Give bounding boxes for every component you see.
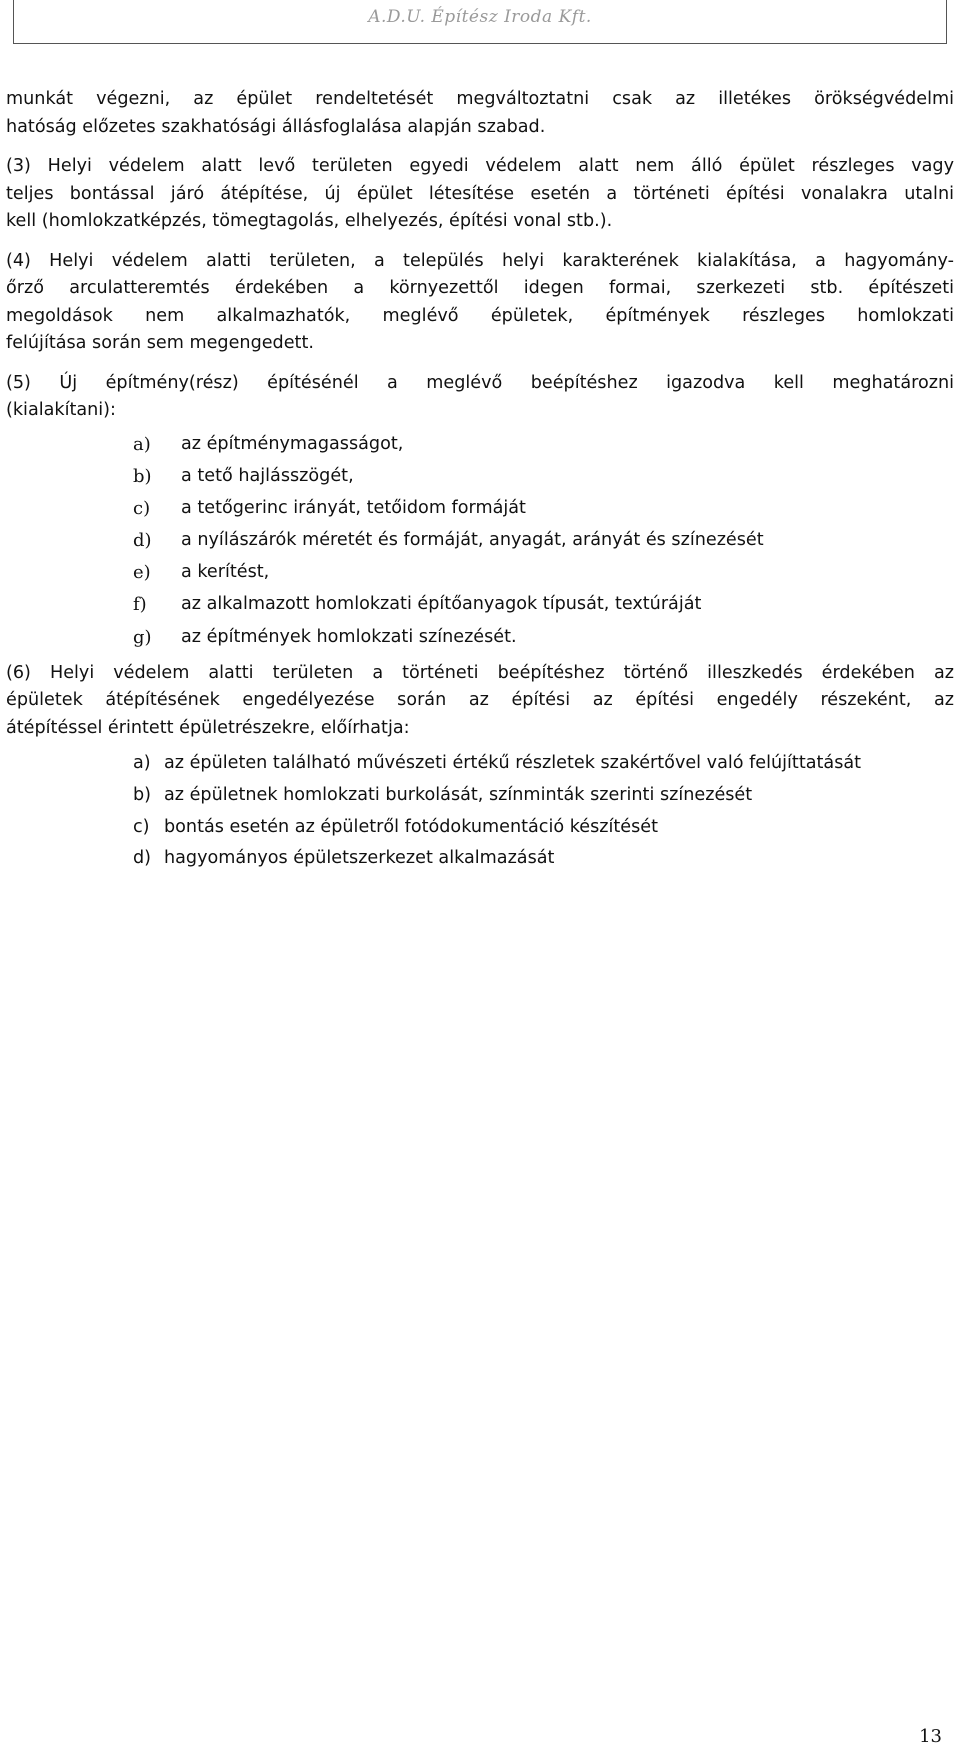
text-line: őrző arculatteremtés érdekében a környezettől idegen formai, szerkezeti stb. építészeti [6, 278, 954, 298]
document-body [6, 86, 954, 877]
list-marker: a) [133, 753, 151, 774]
list-marker: b) [133, 785, 152, 805]
text-line: (5) Új építmény(rész) építésénél a meglévő beépítéshez igazodva kell meghatározni [6, 372, 954, 393]
list-item [6, 495, 954, 527]
page-header [13, 0, 947, 44]
list-item [6, 463, 954, 495]
paragraph-intro [6, 86, 954, 141]
list-paragraph-5 [6, 431, 954, 656]
text-line: munkát végezni, az épület rendeltetését megváltoztatni csak az illetékes örökségvédelmi [6, 89, 954, 109]
text-line: (3) Helyi védelem alatt levő területen egyedi védelem alatt nem álló épület részleges vagy [6, 156, 954, 176]
list-item-text: a tető hajlásszögét, [181, 465, 354, 486]
list-item [6, 559, 954, 591]
list-item-text: hagyományos épületszerkezet alkalmazását [164, 848, 555, 869]
list-item [6, 845, 954, 877]
text-line: megoldások nem alkalmazhatók, meglévő épületek, építmények részleges homlokzati [6, 305, 954, 326]
list-item [6, 591, 954, 623]
list-marker: a) [133, 433, 151, 455]
list-paragraph-6 [6, 750, 954, 877]
text-line: teljes bontással járó átépítése, új épület létesítése esetén a történeti építési vonalakra utalni [6, 183, 954, 204]
list-item-text: a kerítést, [181, 562, 270, 583]
text-line: kell (homlokzatképzés, tömegtagolás, elhelyezés, építési vonal stb.). [6, 211, 613, 231]
list-item-text: az alkalmazott homlokzati építőanyagok típusát, textúráját [181, 594, 702, 615]
header-title: A.D.U. Építész Iroda Kft. [368, 7, 592, 27]
list-marker: d) [133, 848, 152, 869]
text-line: hatóság előzetes szakhatósági állásfoglalása alapján szabad. [6, 116, 546, 137]
list-item [6, 750, 954, 782]
page-number: 13 [919, 1726, 942, 1747]
text-line: felújítása során sem megengedett. [6, 333, 314, 353]
list-marker: b) [133, 465, 152, 487]
list-marker: g) [133, 626, 152, 648]
list-marker: c) [133, 816, 150, 837]
text-line: épületek átépítésének engedélyezése során az építési az építési engedély részeként, az [6, 690, 954, 711]
list-item-text: a nyílászárók méretét és formáját, anyagát, arányát és színezését [181, 530, 764, 551]
text-line: átépítéssel érintett épületrészekre, előírhatja: [6, 717, 410, 738]
list-item-text: bontás esetén az épületről fotódokumentáció készítését [164, 816, 658, 837]
list-item [6, 624, 954, 656]
list-marker: d) [133, 530, 152, 552]
list-item-text: az épületnek homlokzati burkolását, színminták szerinti színezését [164, 785, 753, 805]
list-marker: f) [133, 594, 147, 616]
paragraph-3 [6, 153, 954, 236]
list-item-text: az épületen található művészeti értékű részletek szakértővel való felújíttatását [164, 753, 862, 774]
paragraph-4 [6, 248, 954, 358]
list-item [6, 431, 954, 463]
text-line: (4) Helyi védelem alatti területen, a település helyi karakterének kialakítása, a hagyomány- [6, 250, 954, 271]
list-item-text: az építmények homlokzati színezését. [181, 626, 517, 647]
list-item-text: a tetőgerinc irányát, tetőidom formáját [181, 497, 526, 518]
list-item-text: az építménymagasságot, [181, 433, 404, 454]
list-item [6, 527, 954, 559]
paragraph-6 [6, 660, 954, 743]
list-item [6, 814, 954, 846]
list-item [6, 782, 954, 814]
list-marker: e) [133, 562, 151, 584]
list-marker: c) [133, 497, 151, 519]
paragraph-5 [6, 370, 954, 425]
text-line: (kialakítani): [6, 400, 116, 420]
text-line: (6) Helyi védelem alatti területen a történeti beépítéshez történő illeszkedés érdekében az [6, 662, 954, 683]
